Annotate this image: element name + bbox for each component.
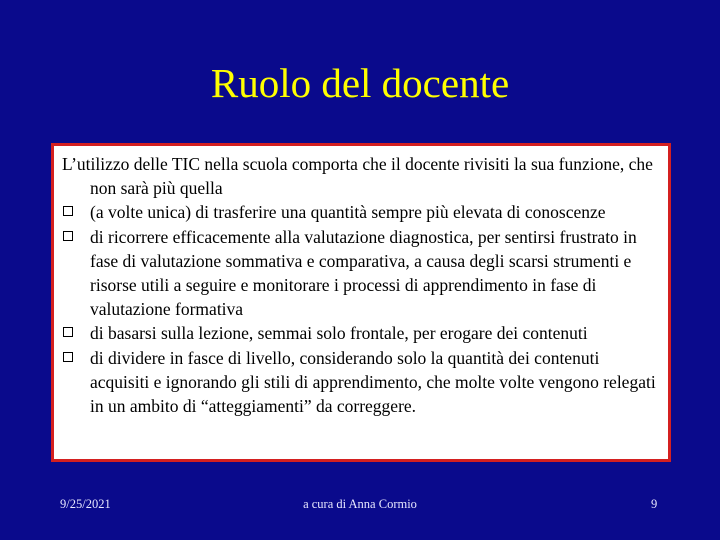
bullet-item: [62, 321, 662, 345]
bullet-text: di dividere in fasce di livello, considerando solo la quantità dei contenuti acquisiti e ignorando gli stili di apprendimento, che molte volte vengono relegati in un ambito di “atteggiamenti” da correggere.: [90, 347, 656, 417]
footer-author: a cura di Anna Cormio: [303, 497, 417, 511]
bullet-item: [62, 346, 662, 419]
content-box: [51, 143, 671, 462]
square-bullet-icon: [63, 327, 73, 337]
footer-date: 9/25/2021: [60, 497, 111, 511]
footer-page-number: 9: [651, 497, 658, 511]
bullet-item: [62, 200, 662, 224]
square-bullet-icon: [63, 352, 73, 362]
bullet-item: [62, 225, 662, 322]
intro-paragraph: L’utilizzo delle TIC nella scuola comporta che il docente rivisiti la sua funzione, che non sarà più quella: [62, 154, 653, 199]
bullet-text: di basarsi sulla lezione, semmai solo frontale, per erogare dei contenuti: [90, 323, 588, 344]
bullet-text: (a volte unica) di trasferire una quantità sempre più elevata di conoscenze: [90, 202, 606, 223]
bullet-text: di ricorrere efficacemente alla valutazione diagnostica, per sentirsi frustrato in fase di valutazione sommativa e comparativa, a causa degli scarsi strumenti e risorse utili a seguire e monitorare i processi di apprendimento in fase di valutazione formativa: [90, 226, 637, 320]
slide-title: Ruolo del docente: [210, 60, 510, 106]
square-bullet-icon: [63, 231, 73, 241]
square-bullet-icon: [63, 206, 73, 216]
